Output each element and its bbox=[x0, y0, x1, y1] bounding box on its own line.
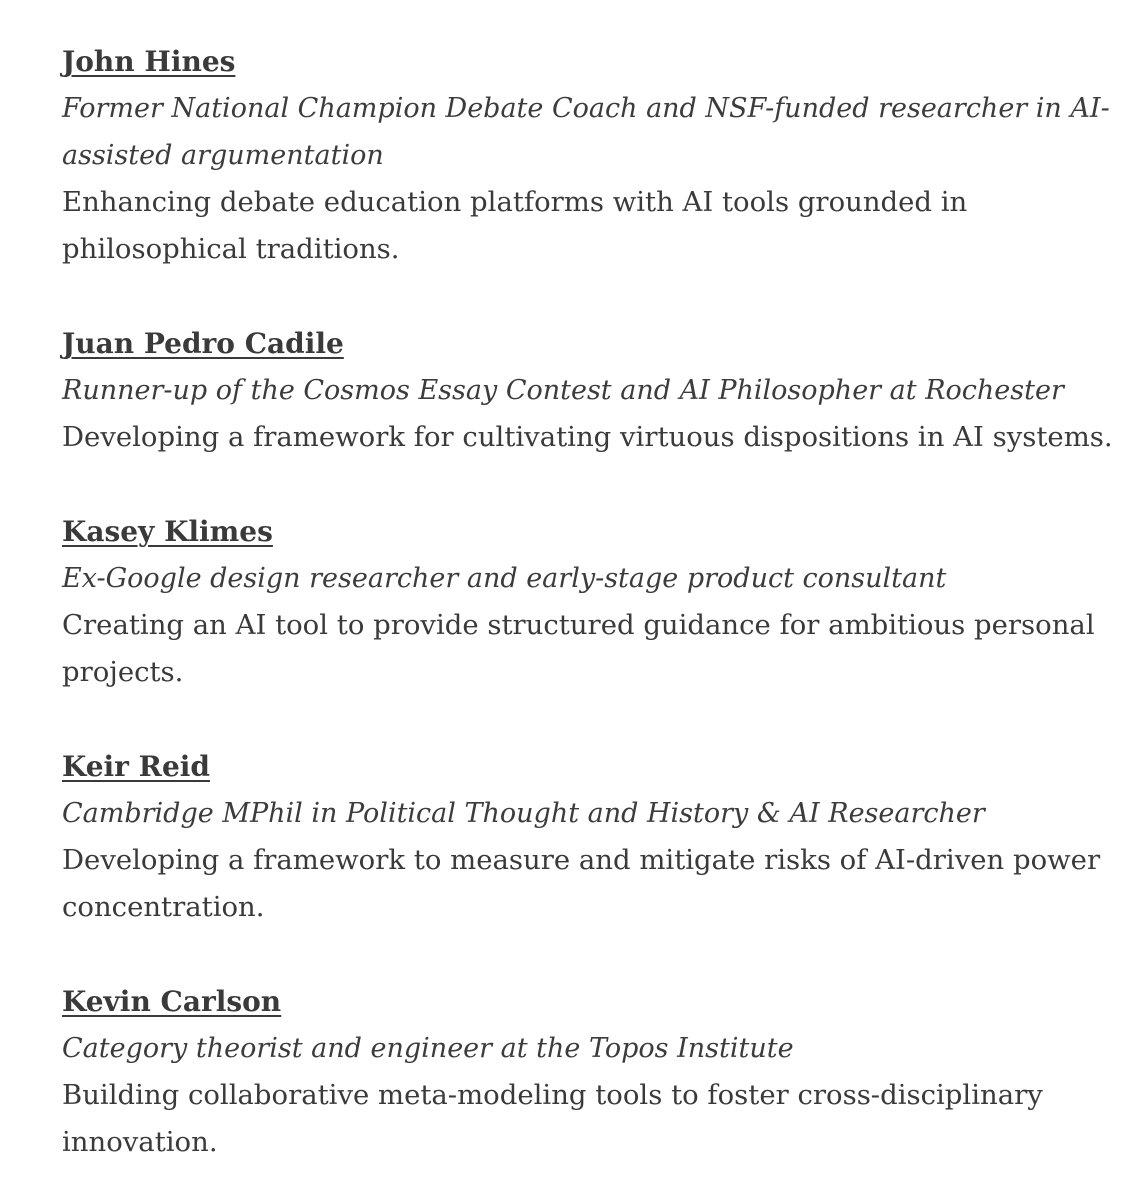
person-name-link[interactable]: John Hines bbox=[62, 45, 236, 78]
person-description: Enhancing debate education platforms with AI tools grounded in philosophical traditions. bbox=[62, 186, 968, 265]
person-description: Developing a framework for cultivating virtuous dispositions in AI systems. bbox=[62, 421, 1113, 453]
person-entry bbox=[62, 508, 1122, 696]
person-role: Category theorist and engineer at the Topos Institute bbox=[62, 1033, 794, 1064]
person-entry bbox=[62, 38, 1122, 273]
person-name-link[interactable]: Kasey Klimes bbox=[62, 515, 273, 548]
person-entry bbox=[62, 743, 1122, 931]
person-role: Cambridge MPhil in Political Thought and History & AI Researcher bbox=[62, 798, 985, 829]
person-description: Creating an AI tool to provide structured guidance for ambitious personal projects. bbox=[62, 609, 1095, 688]
person-role: Former National Champion Debate Coach and NSF-funded researcher in AI-assisted argumentation bbox=[62, 93, 1110, 171]
person-entry bbox=[62, 978, 1122, 1166]
person-entry bbox=[62, 320, 1122, 461]
person-name-link[interactable]: Kevin Carlson bbox=[62, 985, 282, 1018]
person-description: Developing a framework to measure and mitigate risks of AI-driven power concentration. bbox=[62, 844, 1101, 923]
person-description: Building collaborative meta-modeling tools to foster cross-disciplinary innovation. bbox=[62, 1079, 1043, 1158]
person-name-link[interactable]: Keir Reid bbox=[62, 750, 210, 783]
person-role: Runner-up of the Cosmos Essay Contest and AI Philosopher at Rochester bbox=[62, 375, 1064, 406]
person-role: Ex-Google design researcher and early-stage product consultant bbox=[62, 563, 947, 594]
person-name-link[interactable]: Juan Pedro Cadile bbox=[62, 327, 344, 360]
